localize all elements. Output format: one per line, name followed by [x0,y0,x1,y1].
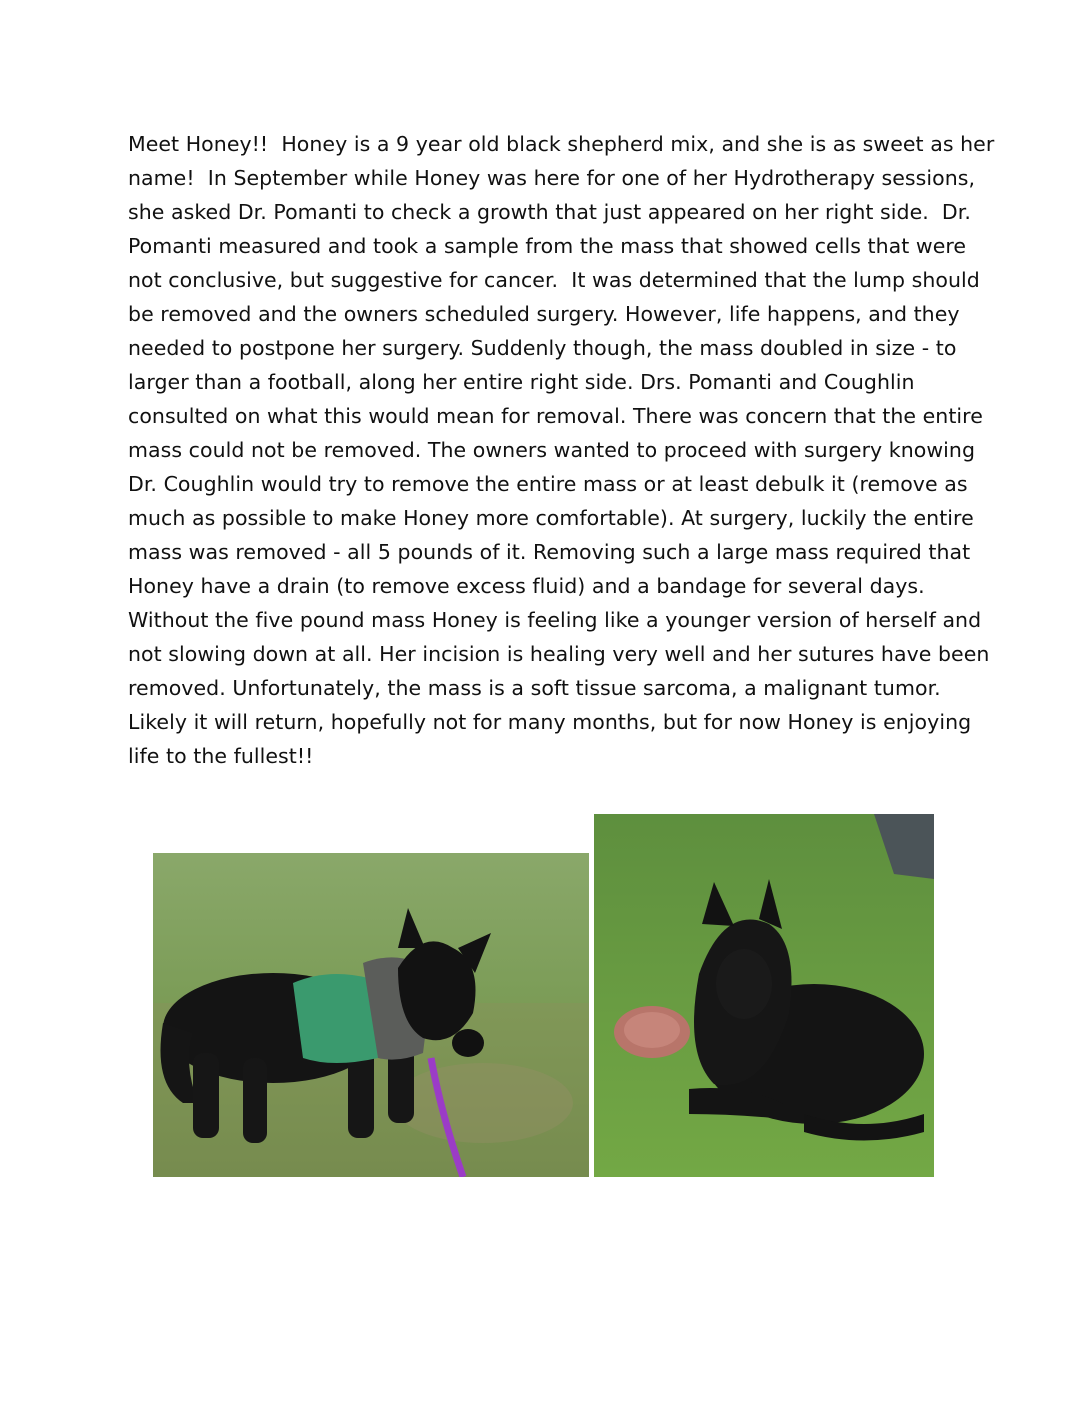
article-line: Dr. Coughlin would try to remove the entire mass or at least debulk it (remove as [128,472,968,496]
article-line: consulted on what this would mean for removal. There was concern that the entire [128,404,983,428]
article-line: not slowing down at all. Her incision is healing very well and her sutures have been [128,642,990,666]
article-line: be removed and the owners scheduled surgery. However, life happens, and they [128,302,960,326]
article-line: needed to postpone her surgery. Suddenly though, the mass doubled in size - to [128,336,957,360]
article-line: larger than a football, along her entire right side. Drs. Pomanti and Coughlin [128,370,915,394]
article-line: she asked Dr. Pomanti to check a growth that just appeared on her right side. Dr. [128,200,971,224]
article-line: Meet Honey!! Honey is a 9 year old black shepherd mix, and she is as sweet as her [128,132,995,156]
article-line: Without the five pound mass Honey is feeling like a younger version of herself and [128,608,982,632]
article-line: much as possible to make Honey more comfortable). At surgery, luckily the entire [128,506,974,530]
article-line: Pomanti measured and took a sample from the mass that showed cells that were [128,234,967,258]
article-line: mass could not be removed. The owners wanted to proceed with surgery knowing [128,438,976,462]
article-line: Honey have a drain (to remove excess fluid) and a bandage for several days. [128,574,925,598]
photo-dog-with-frisbee [594,814,934,1177]
article-line: Likely it will return, hopefully not for many months, but for now Honey is enjoying [128,710,972,734]
article-line: not conclusive, but suggestive for cancer. It was determined that the lump should [128,268,980,292]
photo-dog-in-sweater [153,853,589,1177]
article-line: life to the fullest!! [128,744,314,768]
article-line: name! In September while Honey was here for one of her Hydrotherapy sessions, [128,166,976,190]
article-line: removed. Unfortunately, the mass is a soft tissue sarcoma, a malignant tumor. [128,676,941,700]
article-line: mass was removed - all 5 pounds of it. Removing such a large mass required that [128,540,971,564]
